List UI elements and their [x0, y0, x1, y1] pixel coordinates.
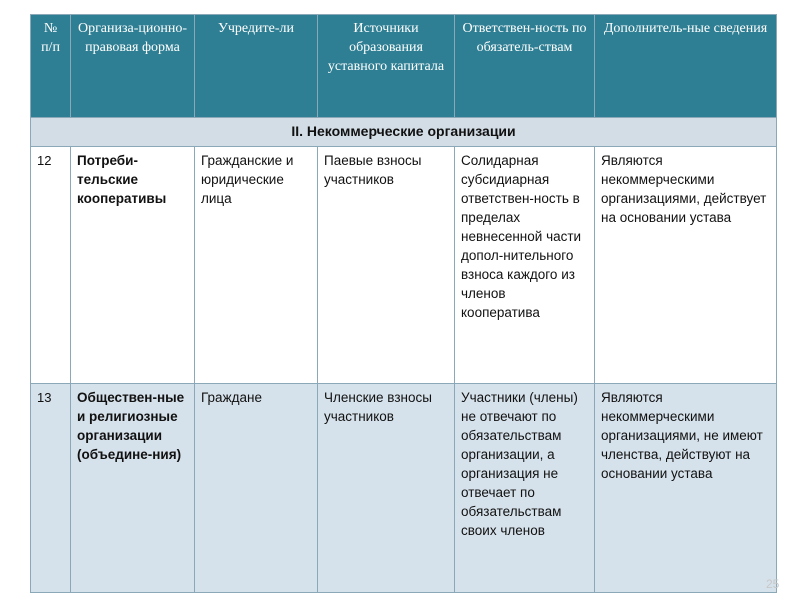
row-number: 13: [31, 384, 71, 593]
organizations-table: [30, 14, 780, 593]
row-founders: Граждане: [195, 384, 318, 593]
header-legal-form: Организа-ционно-правовая форма: [71, 15, 195, 118]
row-capital-sources: Паевые взносы участников: [318, 147, 455, 384]
row-additional-info: Являются некоммерческими организациями, действует на основании устава: [595, 147, 777, 384]
table-row: [31, 147, 777, 384]
row-liability: Солидарная субсидиарная ответствен-ность в пределах невнесенной части допол-нительного взноса каждого из членов кооператива: [455, 147, 595, 384]
page-number: 25: [766, 577, 780, 591]
row-number: 12: [31, 147, 71, 384]
row-legal-form: Потреби-тельские кооперативы: [71, 147, 195, 384]
row-additional-info: Являются некоммерческими организациями, не имеют членства, действуют на основании устава: [595, 384, 777, 593]
table-row: [31, 384, 777, 593]
section-row: [31, 118, 777, 147]
header-capital-sources: Источники образования уставного капитала: [318, 15, 455, 118]
header-liability: Ответствен-ность по обязатель-ствам: [455, 15, 595, 118]
row-legal-form: Обществен-ные и религиозные организации (объедине-ния): [71, 384, 195, 593]
header-founders: Учредите-ли: [195, 15, 318, 118]
header-additional-info: Дополнитель-ные сведения: [595, 15, 777, 118]
section-title: II. Некоммерческие организации: [31, 118, 777, 147]
header-number: № п/п: [31, 15, 71, 118]
row-capital-sources: Членские взносы участников: [318, 384, 455, 593]
row-liability: Участники (члены) не отвечают по обязательствам организации, а организация не отвечает по обязательствам своих членов: [455, 384, 595, 593]
table-header-row: [31, 15, 777, 118]
row-founders: Гражданские и юридические лица: [195, 147, 318, 384]
